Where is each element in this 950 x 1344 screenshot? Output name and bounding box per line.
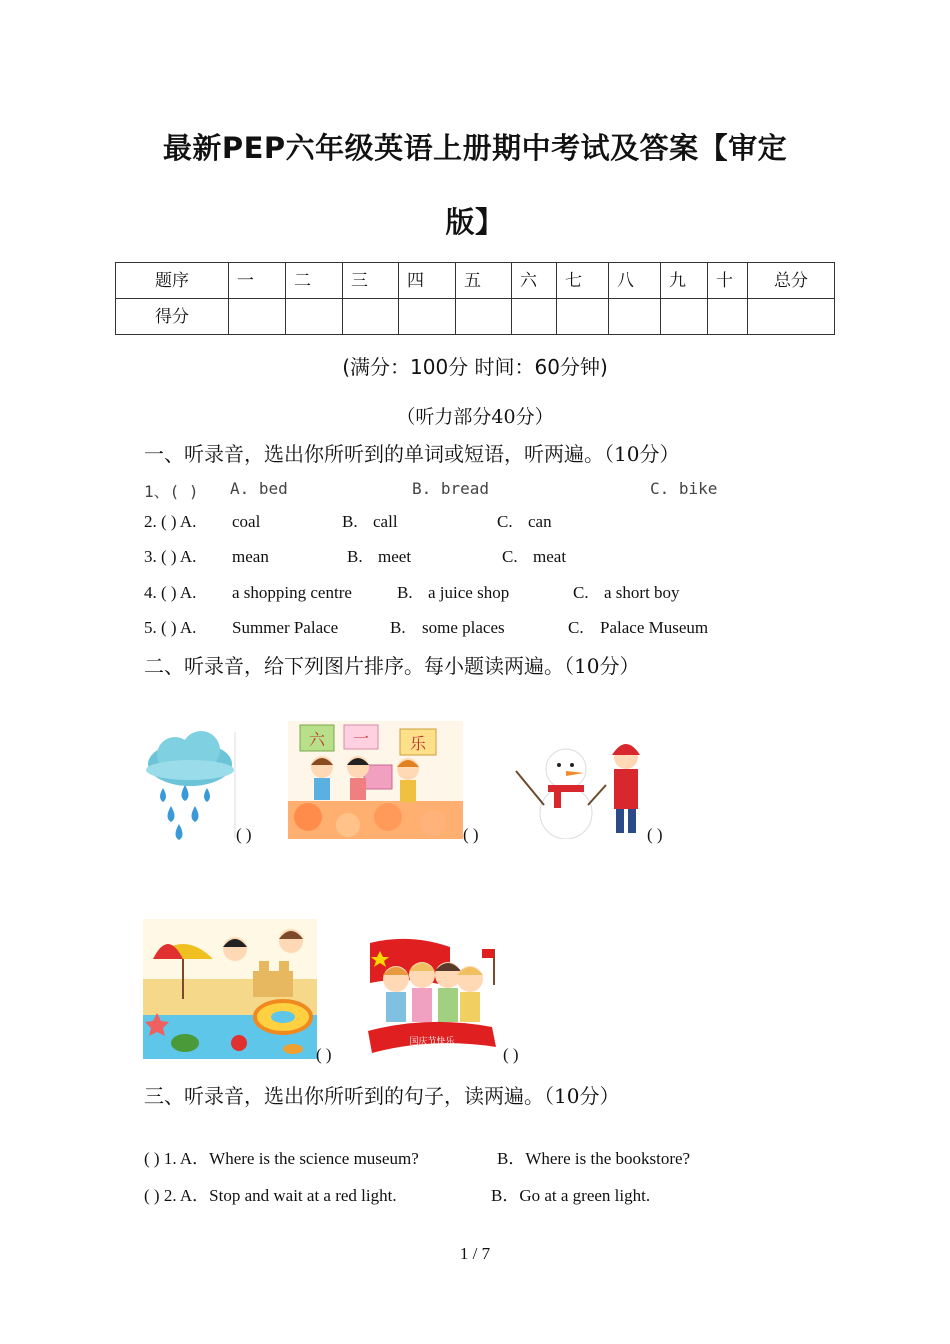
q3-option-c[interactable]: meat	[533, 547, 567, 566]
score-header-cell: 总分	[748, 263, 835, 299]
q5-option-c-label: C.	[568, 618, 584, 637]
q5-option-a[interactable]: Summer Palace	[232, 618, 339, 637]
beach-picture	[143, 919, 317, 1059]
score-cell[interactable]	[286, 299, 343, 335]
q3-option-a[interactable]: mean	[232, 547, 269, 566]
score-cell[interactable]	[399, 299, 456, 335]
score-cell[interactable]	[748, 299, 835, 335]
page-number: 1 / 7	[459, 1244, 491, 1263]
answer-paren-5[interactable]: ( )	[503, 1045, 519, 1064]
q1-option-c[interactable]: C. bike	[650, 479, 718, 498]
q4-number: 4. ( ) A.	[144, 583, 197, 602]
page-title-continued: 版】	[445, 205, 505, 239]
answer-paren-1[interactable]: ( )	[236, 825, 252, 844]
score-table-header-row	[116, 263, 835, 299]
score-header-cell: 七	[557, 263, 609, 299]
q1-option-b[interactable]: B. bread	[412, 479, 490, 498]
section2-heading: 二、听录音，给下列图片排序。每小题读两遍。（10分）	[144, 654, 640, 678]
snowman-picture	[514, 735, 648, 839]
q4-option-c-label: C.	[573, 583, 589, 602]
section1-heading: 一、听录音，选出你所听到的单词或短语，听两遍。（10分）	[144, 442, 680, 466]
rain-cloud-picture	[143, 730, 237, 842]
score-cell[interactable]	[229, 299, 286, 335]
score-cell[interactable]	[512, 299, 557, 335]
answer-paren-2[interactable]: ( )	[463, 825, 479, 844]
answer-paren-4[interactable]: ( )	[316, 1045, 332, 1064]
s3-q1-option-a[interactable]: ( ) 1. A．Where is the science museum?	[144, 1149, 419, 1168]
score-header-cell: 二	[286, 263, 343, 299]
banner-text: 国庆节快乐	[409, 1037, 455, 1047]
national-day-picture	[366, 935, 504, 1059]
q3-option-b-label: B.	[347, 547, 363, 566]
q4-option-a[interactable]: a shopping centre	[232, 583, 352, 602]
score-header-cell: 九	[661, 263, 708, 299]
section3-heading: 三、听录音，选出你所听到的句子，读两遍。（10分）	[144, 1084, 620, 1108]
q5-option-b-label: B.	[390, 618, 406, 637]
score-header-cell: 八	[609, 263, 661, 299]
q3-option-b[interactable]: meet	[378, 547, 412, 566]
q1-number: 1、( )	[144, 482, 199, 501]
s3-q2-option-b[interactable]: B．Go at a green light.	[491, 1186, 651, 1205]
sign-char-3: 乐	[409, 734, 427, 753]
score-header-cell: 一	[229, 263, 286, 299]
score-cell[interactable]	[661, 299, 708, 335]
score-cell[interactable]	[456, 299, 512, 335]
full-mark-and-time: (满分：100分 时间：60分钟)	[342, 355, 608, 379]
s3-q2-option-a[interactable]: ( ) 2. A．Stop and wait at a red light.	[144, 1186, 397, 1205]
score-cell[interactable]	[343, 299, 399, 335]
q4-option-b[interactable]: a juice shop	[428, 583, 510, 602]
q5-option-b[interactable]: some places	[422, 618, 505, 637]
q2-number: 2. ( ) A.	[144, 512, 197, 531]
score-cell[interactable]	[609, 299, 661, 335]
score-table	[115, 262, 835, 335]
q4-option-b-label: B.	[397, 583, 413, 602]
q2-option-b[interactable]: call	[373, 512, 398, 531]
s3-q1-option-b[interactable]: B．Where is the bookstore?	[497, 1149, 691, 1168]
q2-option-b-label: B.	[342, 512, 358, 531]
score-cell[interactable]	[557, 299, 609, 335]
score-header-cell: 四	[399, 263, 456, 299]
q5-option-c[interactable]: Palace Museum	[600, 618, 709, 637]
score-header-cell: 题序	[116, 263, 229, 299]
score-header-cell: 三	[343, 263, 399, 299]
q3-option-c-label: C.	[502, 547, 518, 566]
q2-option-c[interactable]: can	[528, 512, 552, 531]
q2-option-c-label: C.	[497, 512, 513, 531]
q4-option-c[interactable]: a short boy	[604, 583, 680, 602]
q5-number: 5. ( ) A.	[144, 618, 197, 637]
score-header-cell: 五	[456, 263, 512, 299]
listening-part-label: （听力部分40分）	[396, 406, 554, 428]
page-title: 最新PEP六年级英语上册期中考试及答案【审定	[162, 131, 788, 165]
answer-paren-3[interactable]: ( )	[647, 825, 663, 844]
score-row-label: 得分	[116, 299, 229, 335]
q3-number: 3. ( ) A.	[144, 547, 197, 566]
score-header-cell: 六	[512, 263, 557, 299]
sign-char-2: 一	[352, 729, 370, 748]
childrens-day-picture	[288, 721, 463, 839]
q2-option-a[interactable]: coal	[232, 512, 261, 531]
sign-char-1: 六	[308, 730, 326, 749]
score-header-cell: 十	[708, 263, 748, 299]
score-table-score-row	[116, 299, 835, 335]
score-cell[interactable]	[708, 299, 748, 335]
q1-option-a[interactable]: A. bed	[230, 479, 288, 498]
